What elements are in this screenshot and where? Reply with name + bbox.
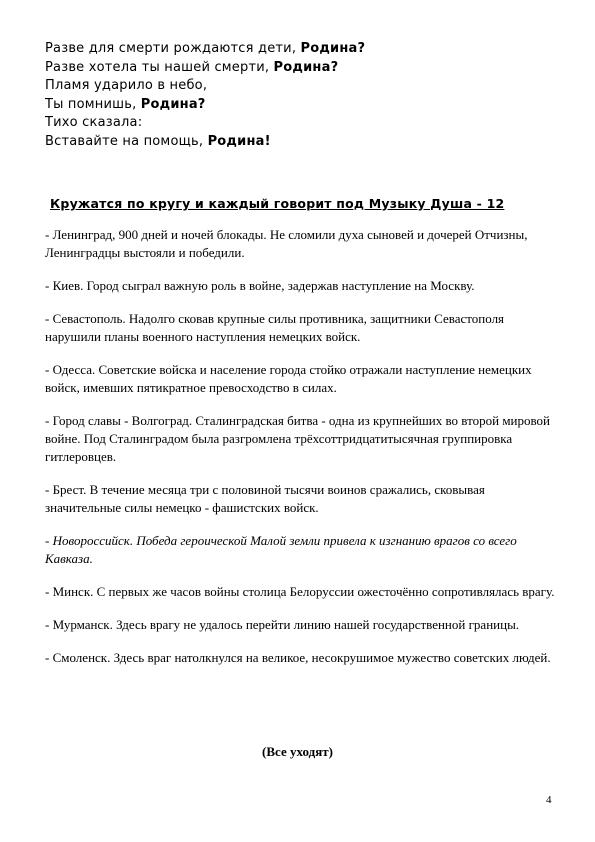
poem-line-text: Тихо сказала:: [45, 115, 143, 131]
hero-cities-list: [45, 226, 555, 682]
poem-line-emphasis: Родина!: [207, 133, 271, 149]
city-paragraph: - Одесса. Советские войска и население города стойко отражали наступление немецких войск, имевших пятикратное превосходство в силах.: [45, 362, 532, 395]
poem-line: [45, 114, 365, 133]
poem-line-text: Ты помнишь,: [45, 96, 141, 112]
city-paragraph: - Мурманск. Здесь врагу не удалось перейти линию нашей государственной границы.: [45, 617, 520, 632]
poem-line-text: Разве хотела ты нашей смерти,: [45, 59, 274, 75]
poem-line: [45, 40, 365, 59]
poem-line-emphasis: Родина?: [273, 59, 339, 75]
city-paragraph: - Минск. С первых же часов войны столица Белоруссии ожесточённо сопротивлялась врагу.: [45, 584, 555, 599]
poem-line-text: Пламя ударило в небо,: [45, 78, 208, 94]
city-paragraph: - Киев. Город сыграл важную роль в войне, задержав наступление на Москву.: [45, 278, 475, 293]
section-heading: Кружатся по кругу и каждый говорит под Музыку Душа - 12: [50, 196, 505, 211]
poem-line: [45, 77, 365, 96]
city-paragraph: - Новороссийск. Победа героической Малой земли привела к изгнанию врагов со всего Кавказа.: [45, 533, 517, 566]
city-paragraph: - Брест. В течение месяца три с половиной тысячи воинов сражались, сковывая значительные силы немецко - фашистских войск.: [45, 482, 485, 515]
city-paragraph: - Город славы - Волгоград. Сталинградская битва - одна из крупнейших во второй мировой войне. Под Сталинградом была разгромлена трёхсоттридцатитысячная группировка гитлеровцев.: [45, 413, 551, 464]
stage-direction: (Все уходят): [262, 744, 333, 759]
city-paragraph: - Севастополь. Надолго сковав крупные силы противника, защитники Севастополя нарушили планы военного наступления немецких войск.: [45, 311, 505, 344]
poem-block: [45, 40, 365, 152]
poem-line: [45, 96, 365, 115]
city-paragraph: - Ленинград, 900 дней и ночей блокады. Не сломили духа сыновей и дочерей Отчизны, Ленинградцы выстояли и победили.: [45, 227, 528, 260]
poem-line-text: Вставайте на помощь,: [45, 133, 208, 149]
poem-line-emphasis: Родина?: [140, 96, 206, 112]
poem-line: [45, 133, 365, 152]
poem-line-text: Разве для смерти рождаются дети,: [45, 41, 301, 56]
city-paragraph: - Смоленск. Здесь враг натолкнулся на великое, несокрушимое мужество советских людей.: [45, 650, 551, 665]
poem-line-emphasis: Родина?: [300, 41, 366, 56]
poem-line: [45, 59, 365, 78]
page-number: 4: [546, 794, 552, 806]
